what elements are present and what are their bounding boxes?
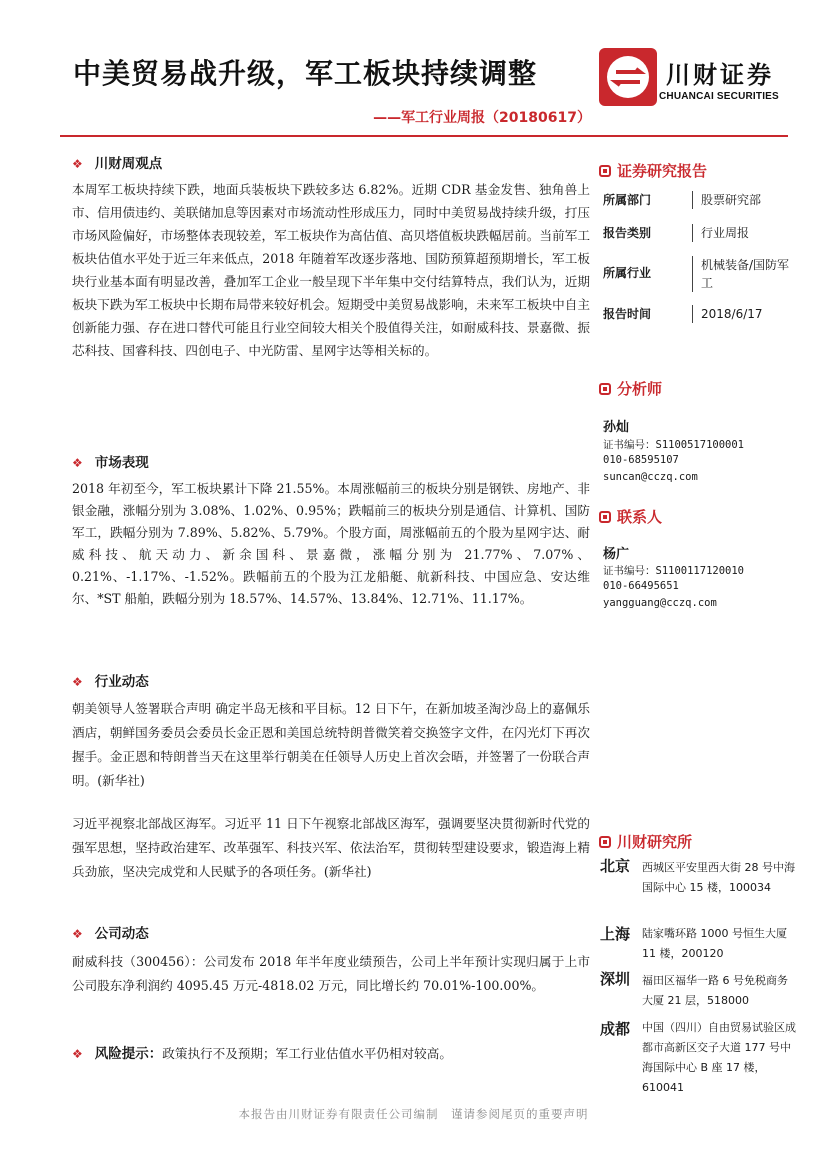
- sidebar-heading-analyst: 分析师: [599, 378, 662, 399]
- logo-text-en: CHUANCAI SECURITIES: [659, 91, 779, 102]
- office-city-shenzhen: 深圳: [600, 970, 631, 988]
- page-footer: 本报告由川财证券有限责任公司编制 谨请参阅尾页的重要声明: [238, 1107, 589, 1121]
- diamond-bullet-icon: ❖: [72, 157, 83, 171]
- analyst-phone: 010-68595107: [603, 454, 679, 466]
- diamond-bullet-icon: ❖: [72, 1047, 83, 1061]
- chuancai-logo-icon: [599, 48, 657, 106]
- market-paragraph: 2018 年初至今，军工板块累计下降 21.55%。本周涨幅前三的板块分别是钢铁、房地产、非银金融，涨幅分别为 3.08%、1.02%、0.95%；跌幅前三的板块分别是通信、计算机、国防军工，跌幅分别为 7.89%、5.82%、5.79%。个股方面，周涨幅前五的个股为星网宇达、耐威科技、航天动力、新余国科、景嘉微，涨幅分别为 21.77%、7.07%、0.21%、-1.17%、-1.52%。跌幅前五的个股为江龙船艇、航新科技、中国应急、安达维尔、*ST 船舶，跌幅分别为 18.57%、14.57%、13.84%、12.71%、11.17%。: [72, 481, 590, 606]
- diamond-bullet-icon: ❖: [72, 927, 83, 941]
- info-label-industry: 所属行业: [603, 266, 652, 280]
- report-title: 中美贸易战升级，军工板块持续调整: [73, 57, 538, 90]
- analyst-cert: 证书编号：S1100517100001: [603, 439, 745, 451]
- square-bullet-icon: [599, 836, 611, 848]
- info-value-date: 2018/6/17: [692, 305, 801, 323]
- office-city-beijing: 北京: [600, 857, 631, 875]
- contact-phone: 010-66495651: [603, 580, 679, 592]
- contact-email[interactable]: yangguang@cczq.com: [603, 597, 717, 609]
- header-divider: [60, 135, 788, 137]
- office-address-beijing: 西城区平安里西大街 28 号中海国际中心 15 楼，100034: [642, 861, 795, 894]
- diamond-bullet-icon: ❖: [72, 456, 83, 470]
- analyst-name: 孙灿: [603, 420, 630, 435]
- info-label-department: 所属部门: [603, 193, 652, 207]
- report-subtitle: ——军工行业周报（20180617）: [373, 110, 591, 126]
- square-bullet-icon: [599, 383, 611, 395]
- contact-cert: 证书编号：S1100117120010: [603, 565, 745, 577]
- contact-name: 杨广: [603, 547, 630, 562]
- info-value-category: 行业周报: [692, 224, 801, 242]
- square-bullet-icon: [599, 511, 611, 523]
- diamond-bullet-icon: ❖: [72, 675, 83, 689]
- sidebar-heading-report: 证券研究报告: [599, 160, 707, 181]
- office-address-chengdu: 中国（四川）自由贸易试验区成都市高新区交子大道 177 号中海国际中心 B 座 17 楼，610041: [642, 1021, 796, 1094]
- office-city-chengdu: 成都: [600, 1020, 631, 1038]
- info-label-date: 报告时间: [603, 307, 652, 321]
- industry-paragraph-2: 习近平视察北部战区海军。习近平 11 日下午视察北部战区海军，强调要坚决贯彻新时代党的强军思想，坚持政治建军、改革强军、科技兴军、依法治军，贯彻转型建设要求，锻造海上精兵劲旅，坚决完成党和人民赋予的各项任务。(新华社): [72, 816, 590, 879]
- analyst-email[interactable]: suncan@cczq.com: [603, 471, 698, 483]
- sidebar-heading-contact: 联系人: [599, 506, 662, 527]
- section-heading-market: ❖ 市场表现: [72, 455, 149, 471]
- square-bullet-icon: [599, 165, 611, 177]
- office-address-shenzhen: 福田区福华一路 6 号免税商务大厦 21 层，518000: [642, 974, 788, 1007]
- company-paragraph: 耐威科技（300456）：公司发布 2018 年半年度业绩预告，公司上半年预计实现归属于上市公司股东净利润约 4095.45 万元-4818.02 万元，同比增长约 70.01%-100.00%。: [72, 954, 590, 993]
- info-label-category: 报告类别: [603, 226, 652, 240]
- weekly-view-paragraph: 本周军工板块持续下跌，地面兵装板块下跌较多达 6.82%。近期 CDR 基金发售、独角兽上市、信用债违约、美联储加息等因素对市场流动性形成压力，同时中美贸易战持续升级，打压市场风险偏好，市场整体表现较差，军工板块作为高估值、高贝塔值板块跌幅居前。当前军工板块估值水平处于近三年来低点，2018 年随着军改逐步落地、国防预算超预期增长，军工板块行业基本面有明显改善，叠加军工企业一般呈现下半年集中交付结算特点，我们认为，近期板块下跌为军工板块中长期布局带来较好机会。短期受中美贸易战影响，未来军工板块中自主创新能力强、存在进口替代可能且行业空间较大相关个股值得关注，如耐威科技、景嘉微、振芯科技、国睿科技、四创电子、中光防雷、星网宇达等相关标的。: [72, 182, 590, 358]
- office-address-shanghai: 陆家嘴环路 1000 号恒生大厦 11 楼，200120: [642, 927, 787, 960]
- risk-text: 政策执行不及预期；军工行业估值水平仍相对较高。: [162, 1046, 452, 1061]
- risk-warning: [72, 1042, 452, 1062]
- section-heading-weekly-view: ❖ 川财周观点: [72, 156, 163, 172]
- sidebar-heading-institute: 川财研究所: [599, 831, 692, 852]
- section-heading-company: ❖ 公司动态: [72, 926, 149, 942]
- section-heading-industry: ❖ 行业动态: [72, 674, 149, 690]
- info-value-department: 股票研究部: [692, 191, 801, 209]
- logo-text-cn: 川财证券: [666, 61, 774, 89]
- industry-paragraph-1: 朝美领导人签署联合声明 确定半岛无核和平目标。12 日下午，在新加坡圣淘沙岛上的嘉佩乐酒店，朝鲜国务委员会委员长金正恩和美国总统特朗普微笑着交换签字文件，在闪光灯下再次握手。金正恩和特朗普当天在这里举行朝美在任领导人历史上首次会晤，并签署了一份联合声明。(新华社): [72, 701, 590, 788]
- office-city-shanghai: 上海: [600, 925, 631, 943]
- info-value-industry: 机械装备/国防军工: [692, 256, 801, 292]
- risk-label: 风险提示：: [94, 1046, 163, 1062]
